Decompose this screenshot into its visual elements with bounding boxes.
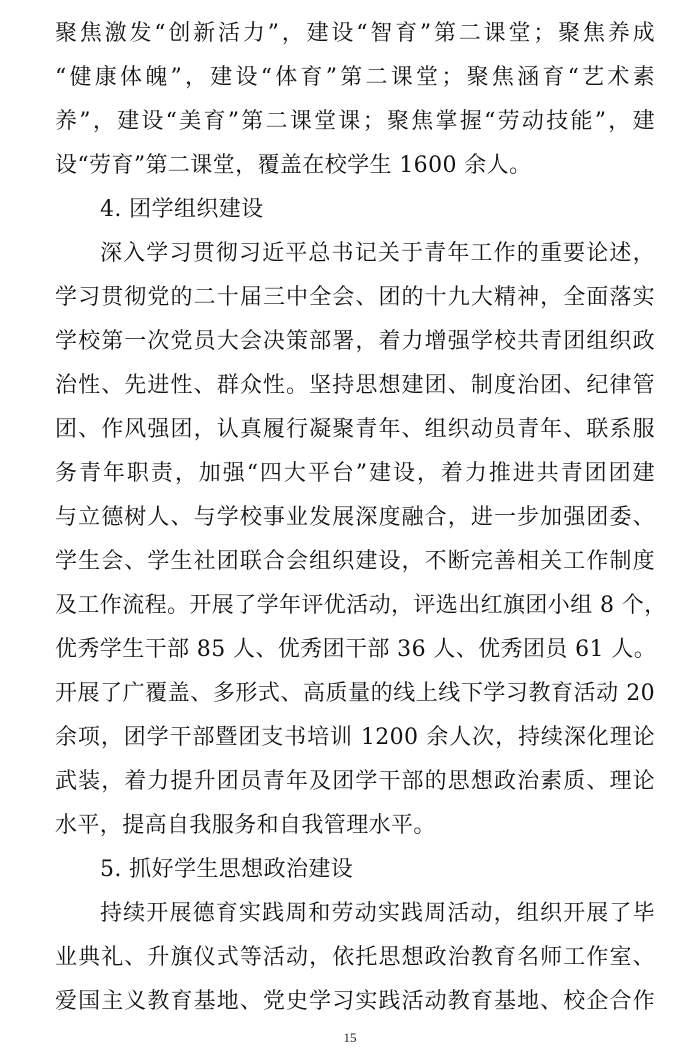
body-line: 务青年职责，加强“四大平台”建设，着力推进共青团团建 xyxy=(55,461,655,486)
body-line: 水平，提高自我服务和自我管理水平。 xyxy=(55,813,436,838)
body-line: 学校第一次党员大会决策部署，着力增强学校共青团组织政 xyxy=(55,329,655,354)
body-line: 持续开展德育实践周和劳动实践周活动，组织开展了毕 xyxy=(100,901,655,926)
body-line: 养”，建设“美育”第二课堂课；聚焦掌握“劳动技能”，建 xyxy=(55,109,655,134)
body-line: 团、作风强团，认真履行凝聚青年、组织动员青年、联系服 xyxy=(55,417,655,442)
body-line: 及工作流程。开展了学年评优活动，评选出红旗团小组 8 个， xyxy=(55,593,667,618)
body-line: 设“劳育”第二课堂，覆盖在校学生 1600 余人。 xyxy=(55,153,532,178)
body-line: 学习贯彻党的二十届三中全会、团的十九大精神，全面落实 xyxy=(55,285,655,310)
body-line: 聚焦激发“创新活力”，建设“智育”第二课堂；聚焦养成 xyxy=(55,21,655,46)
body-line: 治性、先进性、群众性。坚持思想建团、制度治团、纪律管 xyxy=(55,373,655,398)
body-line: “健康体魄”，建设“体育”第二课堂；聚焦涵育“艺术素 xyxy=(55,65,655,90)
body-line: 武装，着力提升团员青年及团学干部的思想政治素质、理论 xyxy=(55,769,655,794)
body-line: 余项，团学干部暨团支书培训 1200 余人次，持续深化理论 xyxy=(55,725,655,750)
section-heading: 4. 团学组织建设 xyxy=(100,197,264,222)
page-number: 15 xyxy=(343,1030,357,1045)
body-line: 爱国主义教育基地、党史学习实践活动教育基地、校企合作 xyxy=(55,989,655,1014)
body-line: 优秀学生干部 85 人、优秀团干部 36 人、优秀团员 61 人。 xyxy=(55,637,657,662)
body-line: 与立德树人、与学校事业发展深度融合，进一步加强团委、 xyxy=(55,505,655,530)
body-line: 深入学习贯彻习近平总书记关于青年工作的重要论述， xyxy=(100,241,655,266)
body-line: 学生会、学生社团联合会组织建设，不断完善相关工作制度 xyxy=(55,549,655,574)
section-heading: 5. 抓好学生思想政治建设 xyxy=(100,857,354,882)
body-line: 开展了广覆盖、多形式、高质量的线上线下学习教育活动 20 xyxy=(55,681,655,706)
body-line: 业典礼、升旗仪式等活动，依托思想政治教育名师工作室、 xyxy=(55,945,655,970)
